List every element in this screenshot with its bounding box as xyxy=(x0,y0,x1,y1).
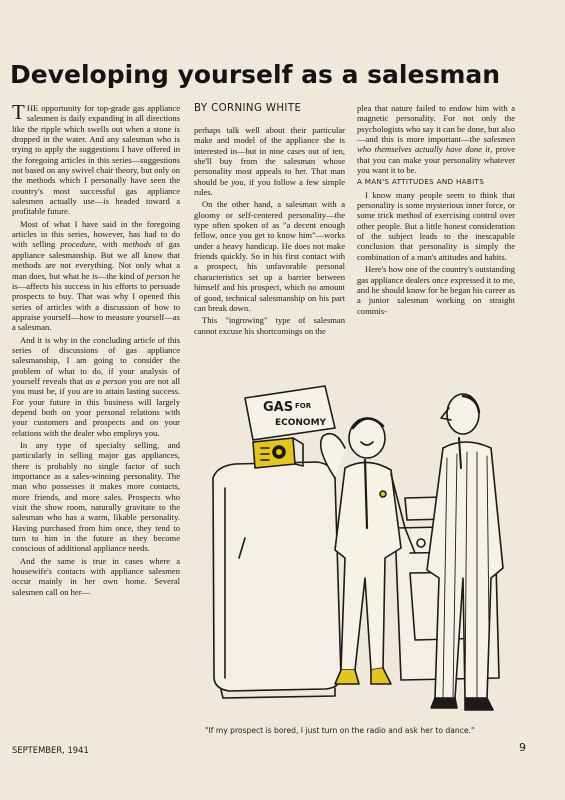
section-subhead: A MAN'S ATTITUDES AND HABITS xyxy=(357,177,485,187)
radio-icon xyxy=(253,438,303,468)
paragraph: Most of what I have said in the foregoing articles in this series, however, has had to do with selling procedure, with methods of gas appliance salesmanship. But we all know that methods are not everything. Not only what a man does, but what he is—the kind of person he is—affects his success in his efforts to persuade prospects to buy. That was why I opened this series of articles with a discussion of how to appraise yourself—how to measure yourself—as a salesman. xyxy=(12,218,180,333)
paragraph: On the other hand, a salesman with a gloomy or self-centered personality—the type often spoken of as "a decent enough fellow, once you get to know him"—works under a heavy handicap. He does not make friends quickly. So in his first contact with a prospect, his unfavorable personal characteristics set up a barrier between himself and his prospect, which no amount of good, technical salesmanship on his part can break down. xyxy=(194,199,345,313)
paragraph: THE opportunity for top-grade gas appliance salesmen is daily expanding in all directions like the ripple which swells out when a stone is dropped in the water. And any salesman who is trying to apply the suggestions I have offered in the foregoing articles in this series—suggestions not based on any swivel chair theory, but only on the methods which I personally have seen the country's most successful gas appliance salesmen actually use—is headed toward a profitable future. xyxy=(12,100,180,217)
article-title: Developing yourself as a salesman xyxy=(10,60,501,89)
paragraph: And it is why in the concluding article of this series of discussions of gas appliance salesmanship, I am going to consider the problem of what to do, if your analysis of yourself reveals that as a person you are not all you must be, if you are to attain lasting success. For your future in this business will largely depend both on your personal relations with your customers and prospects and on your relations with the dealer who employs you. xyxy=(12,334,181,438)
paragraph: perhaps talk well about their particular make and model of the appliance she is interested in—but in nine cases out of ten, she'll buy from the salesman whose personality most appeals to her. That man should be you, if you follow a few simple rules. xyxy=(194,125,345,198)
sign-text-gas: GAS xyxy=(263,400,294,415)
paragraph: And the same is true in cases where a housewife's contacts with appliance salesmen occur mainly in her own home. Several salesmen call on her— xyxy=(12,555,180,597)
paragraph: This "ingrowing" type of salesman cannot excuse his shortcomings on the xyxy=(194,315,345,336)
drop-cap: T xyxy=(12,100,25,124)
text-column-3 xyxy=(357,103,515,318)
sign-text-for: FOR xyxy=(295,402,312,410)
illustration-caption: "If my prospect is bored, I just turn on the radio and ask her to dance." xyxy=(205,726,475,735)
issue-date: SEPTEMBER, 1941 xyxy=(12,745,89,755)
paragraph: In any type of specialty selling, and particularly in selling major gas appliances, there is probably no single factor of such importance as a sales-winning personality. The man who possesses it makes more contacts, more friends, and more sales. Prospects who visit the show room, naturally gravitate to the salesman who has a warm, likable personality. Having purchased from him once, they tend to turn to him in the future as they become conscious of additional appliance needs. xyxy=(12,440,180,554)
cartoon-illustration xyxy=(195,378,525,723)
byline: BY CORNING WHITE xyxy=(194,103,302,114)
text-column-2 xyxy=(194,125,345,338)
text-column-1 xyxy=(12,100,181,599)
gas-for-economy-sign xyxy=(245,386,335,440)
paragraph: I know many people seem to think that personality is some mysterious inner force, or some trick method of exercising control over other people. But a little honest consideration of the subject leads to the inescapable conclusion that personality is simply the combination of a man's attitudes and habits. xyxy=(357,189,515,262)
page-number: 9 xyxy=(519,741,526,754)
refrigerator-illustration xyxy=(213,462,341,698)
paragraph: Here's how one of the country's outstanding gas appliance dealers once expressed it to me, and he should know for he began his career as a junior salesman working on straight commis- xyxy=(357,264,515,316)
sign-text-economy: ECONOMY xyxy=(275,418,327,428)
paragraph: plea that nature failed to endow him with a magnetic personality. For not only the psychologists who say it can be done, but also—and this is more important—the salesmen who themselves actually have done it, prove that you can make your personality whatever you want it to be. xyxy=(357,103,516,176)
